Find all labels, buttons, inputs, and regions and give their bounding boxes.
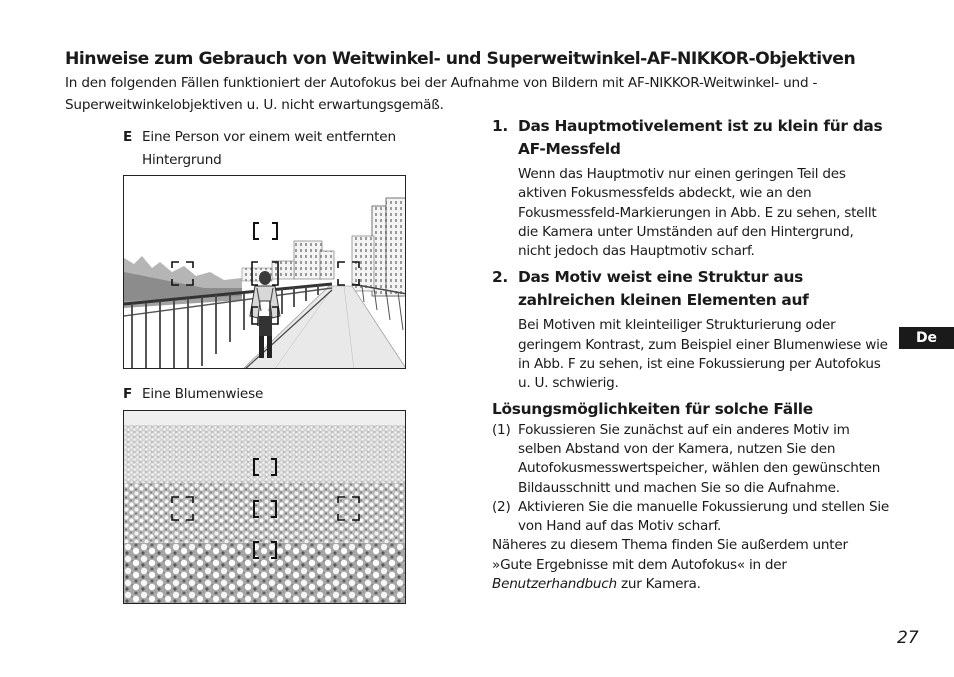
- section-1-body: Wenn das Hauptmotiv nur einen geringen Teil des aktiven Fokusmessfelds abdeckt, wie an den Fokusmessfeld-Markierungen in Abb. E zu sehen, stellt die Kamera unter Umständen auf den Hintergrund, nicht jedoch das Hauptmotiv scharf.: [518, 166, 877, 260]
- section-2-title: Das Motiv weist eine Struktur aus zahlreichen kleinen Elementen auf: [518, 268, 809, 310]
- figure-e-text: Eine Person vor einem weit entfernten Hintergrund: [142, 129, 396, 168]
- page-number: 27: [897, 628, 919, 648]
- solutions-heading: Lösungsmöglichkeiten für solche Fälle: [492, 399, 813, 418]
- reference-note-text: Näheres zu diesem Thema finden Sie außerdem unter »Gute Ergebnisse mit dem Autofokus« in der: [492, 537, 848, 573]
- section-1-heading: [492, 115, 890, 161]
- intro-line-1: In den folgenden Fällen funktioniert der Autofokus bei der Aufnahme von Bildern mit AF-NIKKOR-Weitwinkel- und -: [65, 75, 818, 91]
- intro-line-2: Superweitwinkelobjektiven u. U. nicht erwartungsgemäß.: [65, 97, 444, 113]
- solution-item-1: [492, 421, 890, 498]
- reference-note: [492, 536, 890, 594]
- figure-e-illustration: [123, 175, 406, 369]
- figure-f-label: F: [123, 386, 133, 402]
- solution-item-2-text: Aktivieren Sie die manuelle Fokussierung und stellen Sie von Hand auf das Motiv scharf.: [518, 498, 890, 535]
- page-title: Hinweise zum Gebrauch von Weitwinkel- und Superweitwinkel-AF-NIKKOR-Objektiven: [65, 49, 856, 69]
- language-tab: De: [899, 327, 954, 349]
- section-2-number: 2.: [492, 268, 508, 287]
- manual-title: Benutzerhandbuch: [492, 576, 617, 593]
- figure-f-caption: [123, 383, 413, 406]
- section-2-heading: [492, 266, 890, 312]
- figure-e-label: E: [123, 129, 133, 145]
- solution-item-2: [492, 498, 890, 537]
- reference-note-end: zur Kamera.: [616, 576, 701, 593]
- solution-item-1-text: Fokussieren Sie zunächst auf ein anderes Motiv im selben Abstand von der Kamera, nutzen Sie den Autofokusmesswertspeicher, wählen den gewünschten Bildausschnitt und machen Sie so die Aufnahme.: [518, 421, 881, 496]
- figure-f-text: Eine Blumenwiese: [142, 386, 264, 402]
- figure-e-caption: [123, 126, 413, 172]
- section-1-number: 1.: [492, 117, 508, 135]
- solution-item-2-number: (2): [492, 498, 511, 515]
- section-1-title: Das Hauptmotivelement ist zu klein für das AF-Messfeld: [518, 117, 883, 158]
- intro-paragraph: [65, 72, 895, 116]
- figure-f-illustration: [123, 410, 406, 604]
- solution-item-1-number: (1): [492, 421, 511, 438]
- right-column: [492, 115, 890, 594]
- section-2-body: Bei Motiven mit kleinteiliger Strukturierung oder geringem Kontrast, zum Beispiel einer Blumenwiese wie in Abb. F zu sehen, ist eine Fokussierung per Autofokus u. U. schwierig.: [518, 317, 888, 392]
